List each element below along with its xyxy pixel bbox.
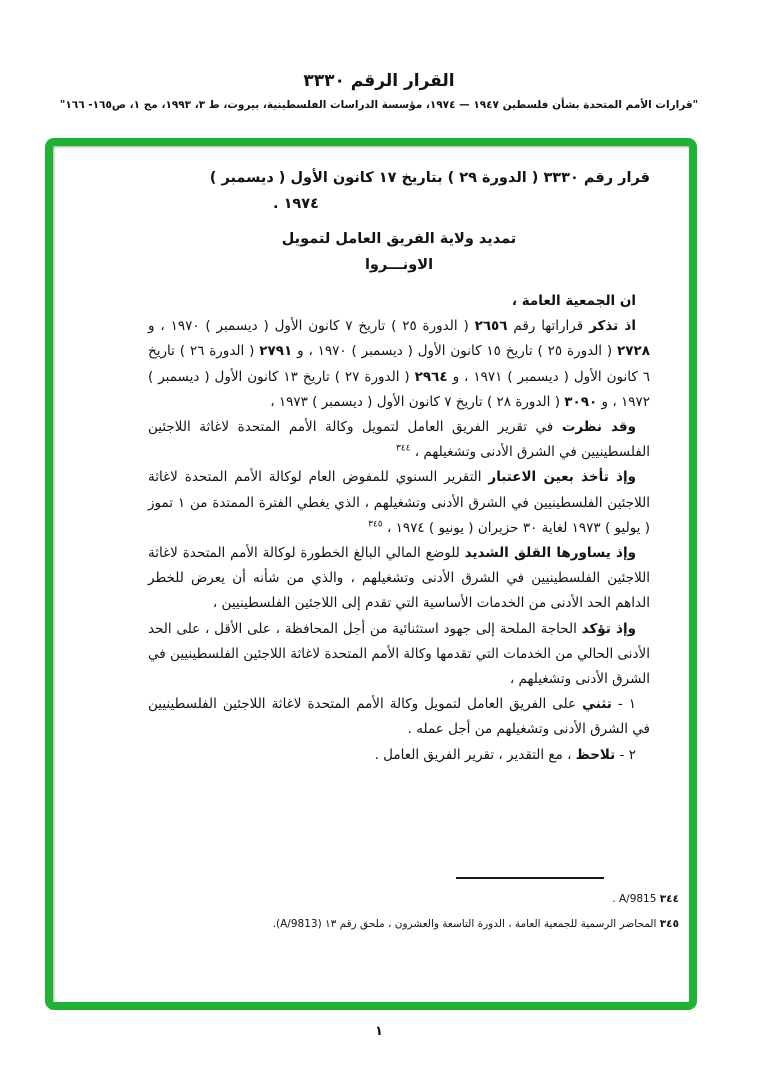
- body-text: ، مع التقدير ، تقرير الفريق العامل .: [374, 746, 576, 763]
- document-frame: [45, 138, 697, 1010]
- bold-text: ٣٠٩٠: [564, 393, 598, 410]
- resolution-heading-line1: قرار رقم ٣٣٣٠ ( الدورة ٢٩ ) بتاريخ ١٧ كانون الأول ( ديسمبر ): [209, 170, 650, 186]
- body-text: التقرير السنوي للمفوض العام لوكالة الأمم المتحدة لاغاثة اللاجئين الفلسطينيين في الشرق الأدنى وتشغيلهم ، الذي يغطي الفترة الممتدة من ١ تموز ( يوليو ) ١٩٧٣ لغاية ٣٠ حزيران ( يونيو ) ١٩٧٤ ،: [148, 469, 650, 536]
- body-text: ( الدورة ٢٦ ) تاريخ ٦ كانون الأول ( ديسمبر ) ١٩٧١ ، و: [148, 343, 650, 385]
- footnote: [148, 887, 679, 912]
- bold-text: ٢٧٢٨: [617, 343, 650, 360]
- subject-title-line2: الاونـــروا: [364, 257, 434, 273]
- bold-text: وإذ تأخذ بعين الاعتبار: [488, 469, 636, 486]
- body-text: ( الدورة ٢٥ ) تاريخ ١٥ كانون الأول ( ديسمبر ) ١٩٧٠ ، و: [292, 343, 618, 360]
- footnote-ref: ٣٤٥: [368, 519, 383, 530]
- footnotes-section: [148, 877, 679, 937]
- subject-title-line1: تمديد ولاية الفريق العامل لتمويل: [281, 231, 517, 247]
- body-text: على الفريق العامل لتمويل وكالة الأمم المتحدة لاغاثة اللاجئين الفلسطينيين في الشرق الأدنى وتشغيلهم من أجل عمله .: [148, 696, 650, 738]
- page-header: [0, 71, 758, 111]
- bold-text: تثني: [582, 696, 612, 713]
- bold-text: تلاحظ: [575, 746, 616, 763]
- paragraph: [148, 289, 650, 314]
- footnote: [148, 912, 679, 937]
- paragraph: [148, 541, 650, 617]
- body-text: ( الدورة ٢٧ ) تاريخ ١٣ كانون الأول ( ديسمبر ) ١٩٧٢ ، و: [148, 368, 650, 410]
- footnote-list: [148, 887, 679, 937]
- resolution-heading-line2: ١٩٧٤ .: [273, 196, 319, 212]
- bold-text: ٢٧٩١: [259, 343, 293, 360]
- paragraph: [148, 415, 650, 465]
- bold-text: اذ تذكر: [589, 318, 636, 335]
- bold-text: ٢٦٥٦: [474, 318, 508, 335]
- bold-text: وإذ تؤكد: [581, 620, 636, 637]
- bold-text: ٢٩٦٤: [414, 368, 448, 385]
- paragraph: [148, 314, 650, 415]
- body-text: ٢ -: [615, 746, 636, 763]
- footnote-text: A/9815 .: [612, 893, 660, 905]
- paragraph: [148, 743, 650, 768]
- source-citation: "قرارات الأمم المتحدة بشأن فلسطين ١٩٤٧ — ١٩٧٤، مؤسسة الدراسات الفلسطينية، بيروت، ط ٣، ١٩٩٣، مج ١، ص١٦٥- ١٦٦": [59, 99, 699, 111]
- resolution-title: القرار الرقم ٣٣٣٠: [303, 71, 455, 91]
- footnote-text: المحاضر الرسمية للجمعية العامة ، الدورة التاسعة والعشرون ، ملحق رقم ١٣ (A/9813).: [272, 918, 660, 930]
- body-text: ( الدورة ٢٥ ) تاريخ ٧ كانون الأول ( ديسمبر ) ١٩٧٠ ، و: [148, 318, 475, 335]
- paragraph: [148, 692, 650, 742]
- body-text: للوضع المالي البالغ الخطورة لوكالة الأمم المتحدة لاغاثة اللاجئين الفلسطينيين في الشرق الأدنى وتشغيلهم ، والذي من شأنه أن يعرض للخطر الداهم الحد الأدنى من الخدمات الأساسية التي تقدم إلى اللاجئين الفلسطينيين ،: [148, 545, 650, 612]
- footnote-ref: ٣٤٤: [395, 443, 411, 454]
- body-text: الحاجة الملحة إلى جهود استثنائية من أجل المحافظة ، على الأقل ، على الحد الأدنى الحالي من الخدمات التي تقدمها وكالة الأمم المتحدة لاغاثة اللاجئين الفلسطينيين في الشرق الأدنى وتشغيلهم ،: [148, 620, 650, 688]
- body-text: ١ -: [611, 696, 636, 713]
- footnote-number: ٣٤٤: [659, 893, 679, 905]
- bold-text: وقد نظرت: [561, 419, 636, 436]
- footnote-separator: [456, 877, 604, 879]
- body-text: في تقرير الفريق العامل لتمويل وكالة الأمم المتحدة لاغاثة اللاجئين الفلسطينيين في الشرق الأدنى وتشغيلهم ،: [148, 419, 650, 461]
- bold-text: ان الجمعية العامة ،: [511, 293, 636, 309]
- paragraph: [148, 465, 650, 541]
- bold-text: وإذ يساورها القلق الشديد: [464, 545, 636, 562]
- paragraphs: [148, 289, 650, 768]
- paragraph: [148, 617, 650, 693]
- page-number: ١: [375, 1024, 383, 1039]
- footnote-number: ٣٤٥: [659, 918, 679, 930]
- document-content: [148, 146, 650, 768]
- body-text: قراراتها رقم: [507, 318, 590, 335]
- body-text: ( الدورة ٢٨ ) تاريخ ٧ كانون الأول ( ديسمبر ) ١٩٧٣ ،: [270, 393, 565, 410]
